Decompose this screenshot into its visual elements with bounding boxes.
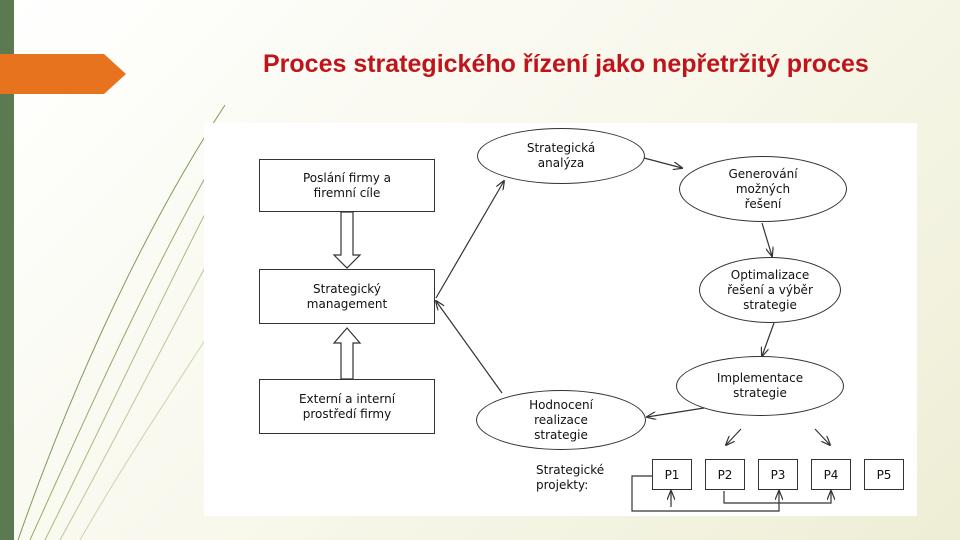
title-accent-arrow xyxy=(0,54,126,94)
management-box: Strategický management xyxy=(259,269,435,324)
process-diagram xyxy=(204,123,917,516)
slide-title: Proces strategického řízení jako nepřetržitý proces xyxy=(263,50,869,78)
project-p1: P1 xyxy=(652,459,692,490)
up-hollow-arrow xyxy=(334,328,360,379)
optimization-ellipse: Optimalizace řešení a výběr strategie xyxy=(699,257,841,323)
arrow-to-evaluation xyxy=(647,408,704,417)
project-link-3 xyxy=(724,491,831,503)
project-p3: P3 xyxy=(758,459,798,490)
arrow-to-p4 xyxy=(815,429,830,445)
arrow-to-management xyxy=(436,301,502,393)
down-hollow-arrow xyxy=(334,212,360,268)
environment-box: Externí a interní prostředí firmy xyxy=(259,379,435,434)
project-p4: P4 xyxy=(811,459,851,490)
arrow-to-generation xyxy=(644,158,682,168)
generation-ellipse: Generování možných řešení xyxy=(679,156,847,222)
evaluation-ellipse: Hodnocení realizace strategie xyxy=(476,390,646,450)
arrow-to-implementation xyxy=(762,323,774,356)
mission-box: Poslání firmy a firemní cíle xyxy=(259,159,435,212)
arrow-to-analysis xyxy=(436,181,504,298)
analysis-ellipse: Strategická analýza xyxy=(477,128,645,184)
arrow-to-optimization xyxy=(762,223,772,256)
project-p5: P5 xyxy=(864,459,904,490)
project-p2: P2 xyxy=(705,459,745,490)
implementation-ellipse: Implementace strategie xyxy=(676,356,844,416)
projects-label: Strategické projekty: xyxy=(536,463,605,492)
arrow-to-p2 xyxy=(726,429,741,445)
